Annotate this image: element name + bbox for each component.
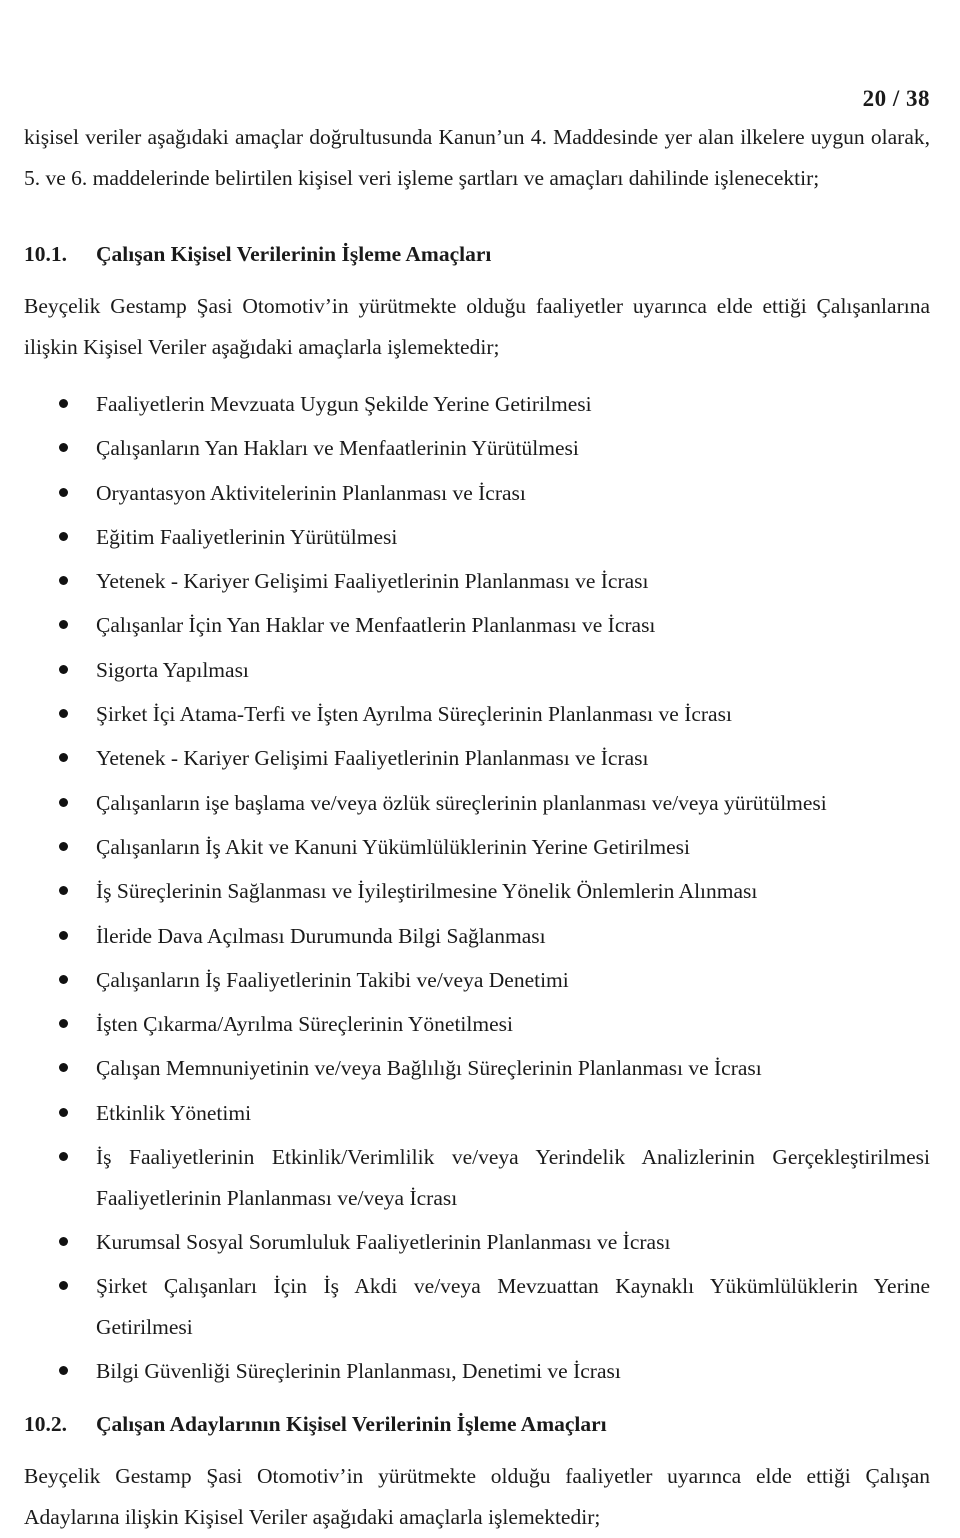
list-item-text: Çalışanların işe başlama ve/veya özlük süreçlerinin planlanması ve/veya yürütülmesi <box>96 790 827 815</box>
section-2-paragraph: Beyçelik Gestamp Şasi Otomotiv’in yürütmekte olduğu faaliyetler uyarınca elde ettiği Çalışan Adaylarına ilişkin Kişisel Veriler aşağıdaki amaçlarla işlemektedir; <box>24 1464 930 1529</box>
list-item-text: Bilgi Güvenliği Süreçlerinin Planlanması, Denetimi ve İcrası <box>96 1358 621 1383</box>
list-item-text: İş Süreçlerinin Sağlanması ve İyileştirilmesine Yönelik Önlemlerin Alınması <box>96 879 758 904</box>
list-item <box>0 827 930 868</box>
list-item <box>0 517 930 558</box>
list-item <box>0 960 930 1001</box>
list-item <box>0 871 930 912</box>
bullet-icon <box>59 665 68 674</box>
list-item <box>0 605 930 646</box>
bullet-icon <box>59 532 68 541</box>
list-item <box>0 650 930 691</box>
list-item <box>0 428 930 469</box>
section-1-paragraph: Beyçelik Gestamp Şasi Otomotiv’in yürütmekte olduğu faaliyetler uyarınca elde ettiği Çalışanlarına ilişkin Kişisel Veriler aşağıdaki amaçlarla işlemektedir; <box>24 294 930 359</box>
bullet-icon <box>59 886 68 895</box>
list-item-text: Şirket Çalışanları İçin İş Akdi ve/veya Mevzuattan Kaynaklı Yükümlülüklerin Yerine Getirilmesi <box>96 1274 930 1339</box>
list-item <box>0 1266 930 1347</box>
bullet-icon <box>59 488 68 497</box>
list-item <box>0 473 930 514</box>
list-item-text: İleride Dava Açılması Durumunda Bilgi Sağlanması <box>96 923 546 948</box>
list-item <box>0 916 930 957</box>
list-item <box>0 738 930 779</box>
section-number: 10.2. <box>24 1412 67 1436</box>
list-item-text: Etkinlik Yönetimi <box>96 1100 252 1125</box>
list-item <box>0 1222 930 1263</box>
bullet-icon <box>59 443 68 452</box>
bullet-icon <box>59 399 68 408</box>
list-item-text: Çalışan Memnuniyetinin ve/veya Bağlılığı Süreçlerinin Planlanması ve İcrası <box>96 1056 762 1081</box>
list-item-text: Yetenek - Kariyer Gelişimi Faaliyetlerinin Planlanması ve İcrası <box>96 746 649 771</box>
list-item-text: Çalışanların İş Akit ve Kanuni Yükümlülüklerinin Yerine Getirilmesi <box>96 834 690 859</box>
list-item-text: Çalışanlar İçin Yan Haklar ve Menfaatlerin Planlanması ve İcrası <box>96 613 656 638</box>
bullet-icon <box>59 1108 68 1117</box>
list-item-text: Kurumsal Sosyal Sorumluluk Faaliyetlerinin Planlanması ve İcrası <box>96 1229 671 1254</box>
bullet-icon <box>59 931 68 940</box>
section-number: 10.1. <box>24 242 67 266</box>
list-item <box>0 1137 930 1218</box>
bullet-icon <box>59 576 68 585</box>
list-item <box>0 384 930 425</box>
bullet-icon <box>59 1281 68 1290</box>
list-item <box>0 1093 930 1134</box>
list-item-text: Oryantasyon Aktivitelerinin Planlanması ve İcrası <box>96 480 526 505</box>
bullet-icon <box>59 798 68 807</box>
section-heading-10-1 <box>24 239 930 269</box>
bullet-icon <box>59 842 68 851</box>
list-item-text: Eğitim Faaliyetlerinin Yürütülmesi <box>96 524 398 549</box>
bullet-icon <box>59 1366 68 1375</box>
list-item <box>0 561 930 602</box>
list-item-text: Şirket İçi Atama-Terfi ve İşten Ayrılma Süreçlerinin Planlanması ve İcrası <box>96 702 732 727</box>
list-item <box>0 694 930 735</box>
list-item-text: Çalışanların İş Faaliyetlerinin Takibi ve/veya Denetimi <box>96 967 569 992</box>
bullet-icon <box>59 1019 68 1028</box>
list-item-text: Sigorta Yapılması <box>96 657 249 682</box>
bullet-icon <box>59 709 68 718</box>
bullet-icon <box>59 975 68 984</box>
purpose-list <box>0 384 960 1395</box>
list-item-text: Faaliyetlerin Mevzuata Uygun Şekilde Yerine Getirilmesi <box>96 392 592 416</box>
list-item <box>0 1351 930 1392</box>
list-item-text: İşten Çıkarma/Ayrılma Süreçlerinin Yönetilmesi <box>96 1012 513 1037</box>
list-item-text: İş Faaliyetlerinin Etkinlik/Verimlilik ve/veya Yerindelik Analizlerinin Gerçekleştirilmesi Faaliyetlerinin Planlanması ve/veya İcrası <box>96 1145 930 1210</box>
bullet-icon <box>59 1063 68 1072</box>
list-item-text: Yetenek - Kariyer Gelişimi Faaliyetlerinin Planlanması ve İcrası <box>96 569 649 594</box>
list-item <box>0 783 930 824</box>
list-item-text: Çalışanların Yan Hakları ve Menfaatlerinin Yürütülmesi <box>96 436 579 461</box>
section-heading-10-2 <box>24 1409 930 1439</box>
list-item <box>0 1004 930 1045</box>
bullet-icon <box>59 753 68 762</box>
intro-paragraph: kişisel veriler aşağıdaki amaçlar doğrultusunda Kanun’un 4. Maddesinde yer alan ilkelere uygun olarak, 5. ve 6. maddelerinde belirtilen kişisel veri işleme şartları ve amaçları dahilinde işlenecektir; <box>24 125 930 190</box>
bullet-icon <box>59 1237 68 1246</box>
section-title: Çalışan Kişisel Verilerinin İşleme Amaçları <box>96 242 492 266</box>
section-title: Çalışan Adaylarının Kişisel Verilerinin İşleme Amaçları <box>96 1412 607 1436</box>
bullet-icon <box>59 1152 68 1161</box>
list-item <box>0 1048 930 1089</box>
bullet-icon <box>59 620 68 629</box>
page-number: 20 / 38 <box>862 86 930 111</box>
